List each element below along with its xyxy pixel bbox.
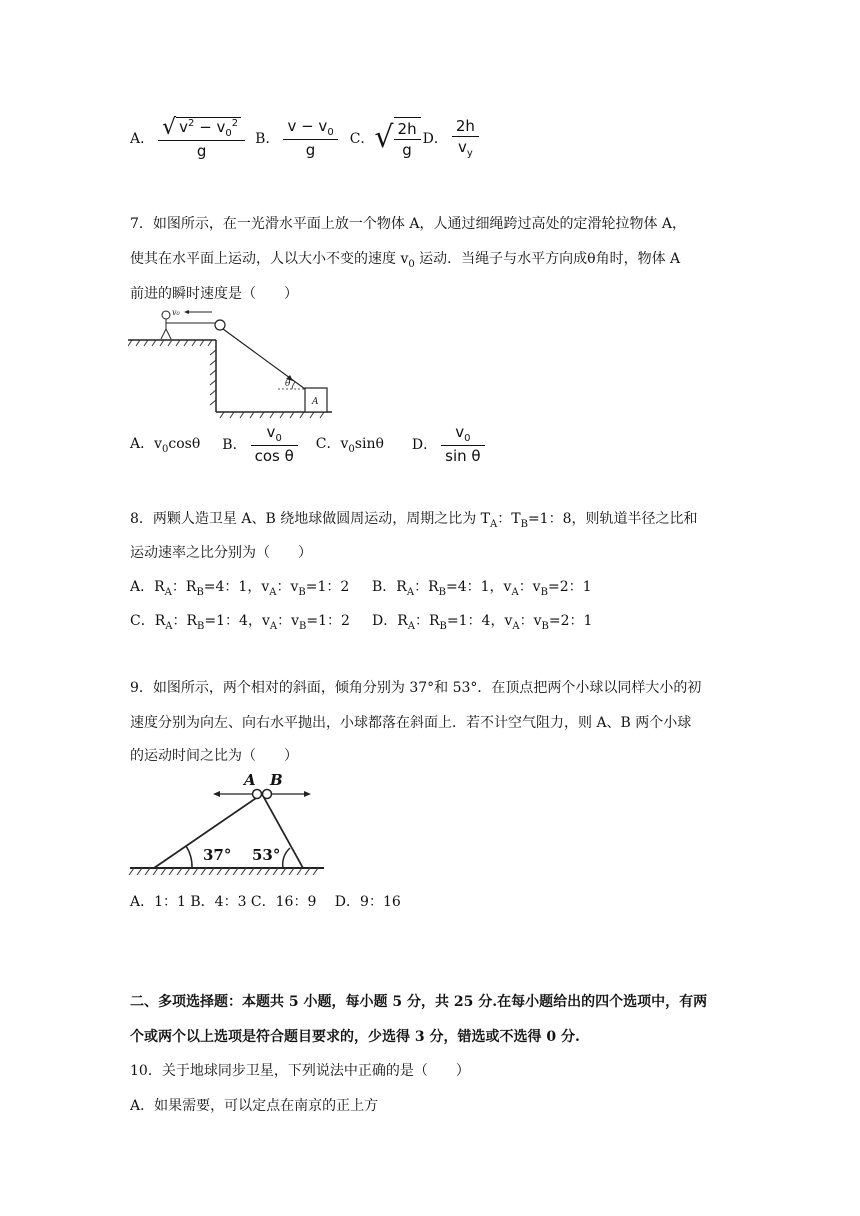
q6-option-b-formula: $\frac{v - v_0}{g}$ — [283, 117, 337, 159]
q6-option-a-formula: √ $v^2 - v_0^2$ g — [158, 117, 245, 160]
q7-options — [130, 422, 489, 466]
q6-option-c-formula: √ $\frac{2h}{g}$ — [374, 117, 420, 159]
q7-option-d-formula: $\frac{v_0}{\text{sin θ}}$ — [441, 423, 484, 465]
q8-option-b: B．$R_A$：$R_B=4$：1，$v_A$：$v_B=2$：1 — [372, 579, 592, 598]
q7-option-b-label: B． — [222, 437, 247, 453]
q6-option-a-label: A． — [130, 131, 155, 147]
q7-pulley-diagram — [128, 305, 338, 420]
q7-fig-v0-label: v₀ — [172, 308, 180, 317]
q8-stem-line-1: 8．两颗人造卫星 A、B 绕地球做圆周运动，周期之比为 $T_A$：$T_B=1$：8，则轨道半径之比和 — [130, 511, 698, 530]
q8-option-a: A．$R_A$：$R_B=4$：1，$v_A$：$v_B=1$：2 — [130, 579, 350, 598]
q9-fig-ball-a-label: A — [244, 771, 256, 789]
q6-option-b-label: B． — [255, 131, 280, 147]
q8-option-c: C．$R_A$：$R_B=1$：4，$v_A$：$v_B=1$：2 — [130, 613, 350, 632]
q9-stem-line-1: 9．如图所示，两个相对的斜面，倾角分别为 37°和 53°．在顶点把两个小球以同样大小的初 — [130, 680, 702, 696]
q10-stem: 10．关于地球同步卫星，下列说法中正确的是（ ） — [130, 1063, 470, 1079]
q7-option-d-label: D． — [411, 437, 438, 453]
q7-option-a: A．$v_0\cos\theta$ — [130, 436, 201, 455]
q8-stem-line-2: 运动速率之比分别为（ ） — [130, 545, 312, 561]
q6-option-c-label: C． — [349, 131, 375, 147]
q9-fig-angle-37: 37° — [203, 846, 232, 864]
q7-stem-line-1: 7．如图所示，在一光滑水平面上放一个物体 A，人通过细绳跨过高处的定滑轮拉物体 A， — [130, 216, 687, 232]
q9-stem-line-2: 速度分别为向左、向右水平抛出，小球都落在斜面上．若不计空气阻力，则 A、B 两个小球 — [130, 715, 692, 731]
section-2-heading-line-1: 二、多项选择题：本题共 5 小题，每小题 5 分，共 25 分.在每小题给出的四个选项中，有两 — [130, 994, 708, 1010]
q6-options — [130, 108, 483, 168]
q9-options: A．1：1 B．4：3 C．16：9 D．9：16 — [130, 894, 401, 910]
q7-fig-block-label: A — [312, 397, 319, 407]
section-2-heading-line-2: 个或两个以上选项是符合题目要求的，少选得 3 分，错选或不选得 0 分. — [130, 1029, 580, 1045]
q7-fig-theta-label: θ — [285, 379, 291, 389]
q9-stem-line-3: 的运动时间之比为（ ） — [130, 748, 298, 764]
q10-option-a: A．如果需要，可以定点在南京的正上方 — [130, 1098, 379, 1114]
q7-stem-line-2: 使其在水平面上运动，人以大小不变的速度 $v_0$ 运动．当绳子与水平方向成θ角时，物体 A — [130, 251, 681, 270]
q9-fig-ball-b-label: B — [270, 771, 283, 789]
q6-option-d-label: D． — [422, 131, 448, 147]
q9-fig-angle-53: 53° — [252, 846, 281, 864]
q8-option-d: D．$R_A$：$R_B=1$：4，$v_A$：$v_B=2$：1 — [372, 613, 593, 632]
q7-option-b-formula: $\frac{v_0}{\text{cos θ}}$ — [251, 423, 298, 465]
q9-incline-diagram — [128, 768, 328, 880]
q7-stem-line-3: 前进的瞬时速度是（ ） — [130, 286, 298, 302]
q6-option-d-formula: $\frac{2h}{v_y}$ — [452, 117, 479, 159]
q7-option-c: C．$v_0\sin\theta$ — [315, 436, 384, 455]
